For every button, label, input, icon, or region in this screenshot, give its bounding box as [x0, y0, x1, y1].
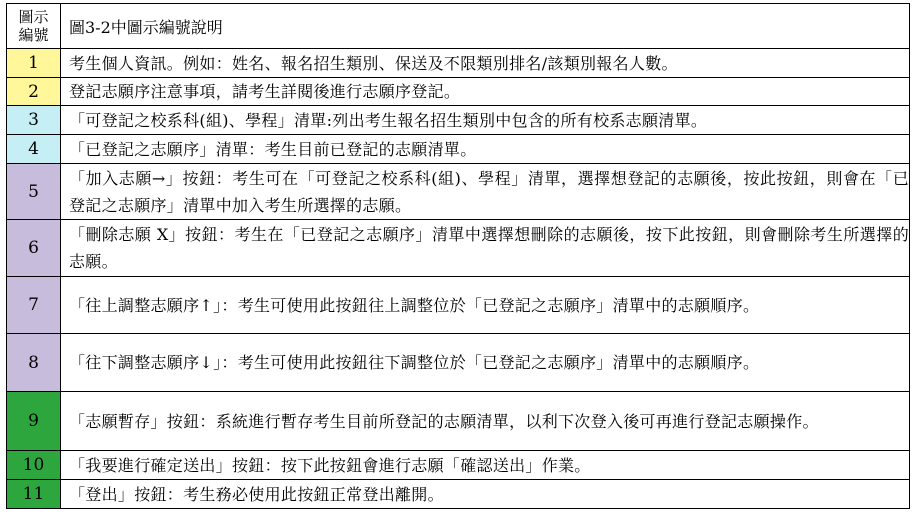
row-description: 「往上調整志願序↑」：考生可使用此按鈕往上調整位於「已登記之志願序」清單中的志願順序。 — [61, 277, 910, 334]
row-description: 「加入志願→」按鈕：考生可在「可登記之校系科(組)、學程」清單，選擇想登記的志願後，按此按鈕，則會在「已登記之志願序」清單中加入考生所選擇的志願。 — [61, 164, 910, 220]
table-row — [7, 392, 910, 451]
row-number: 2 — [7, 78, 61, 106]
table-row — [7, 220, 910, 277]
header-row — [7, 4, 910, 49]
row-number: 1 — [7, 49, 61, 78]
row-number: 11 — [7, 480, 61, 509]
table-row — [7, 49, 910, 78]
table-row — [7, 451, 910, 480]
row-number: 3 — [7, 106, 61, 135]
table-row — [7, 277, 910, 334]
row-number: 6 — [7, 220, 61, 277]
row-number: 8 — [7, 334, 61, 392]
header-title: 圖3-2中圖示編號說明 — [61, 4, 910, 49]
row-number: 4 — [7, 135, 61, 164]
table-row — [7, 135, 910, 164]
row-description: 「刪除志願 X」按鈕：考生在「已登記之志願序」清單中選擇想刪除的志願後，按下此按鈕，則會刪除考生所選擇的志願。 — [61, 220, 910, 277]
row-description: 登記志願序注意事項，請考生詳閱後進行志願序登記。 — [61, 78, 910, 106]
table-row — [7, 164, 910, 220]
table-row — [7, 334, 910, 392]
table-row — [7, 78, 910, 106]
table-row — [7, 106, 910, 135]
table-row — [7, 480, 910, 509]
row-description: 「已登記之志願序」清單：考生目前已登記的志願清單。 — [61, 135, 910, 164]
row-description: 「我要進行確定送出」按鈕：按下此按鈕會進行志願「確認送出」作業。 — [61, 451, 910, 480]
row-number: 9 — [7, 392, 61, 451]
row-number: 7 — [7, 277, 61, 334]
header-num-cell — [7, 4, 61, 49]
header-num-label-line1: 圖示 — [18, 8, 49, 26]
row-number: 10 — [7, 451, 61, 480]
row-description: 「志願暫存」按鈕：系統進行暫存考生目前所登記的志願清單，以利下次登入後可再進行登記志願操作。 — [61, 392, 910, 451]
header-num-label-line2: 編號 — [18, 26, 49, 44]
row-description: 「登出」按鈕：考生務必使用此按鈕正常登出離開。 — [61, 480, 910, 509]
row-number: 5 — [7, 164, 61, 220]
row-description: 考生個人資訊。例如：姓名、報名招生類別、保送及不限類別排名/該類別報名人數。 — [61, 49, 910, 78]
row-description: 「往下調整志願序↓」：考生可使用此按鈕往下調整位於「已登記之志願序」清單中的志願順序。 — [61, 334, 910, 392]
row-description: 「可登記之校系科(組)、學程」清單:列出考生報名招生類別中包含的所有校系志願清單。 — [61, 106, 910, 135]
legend-table — [6, 3, 910, 509]
